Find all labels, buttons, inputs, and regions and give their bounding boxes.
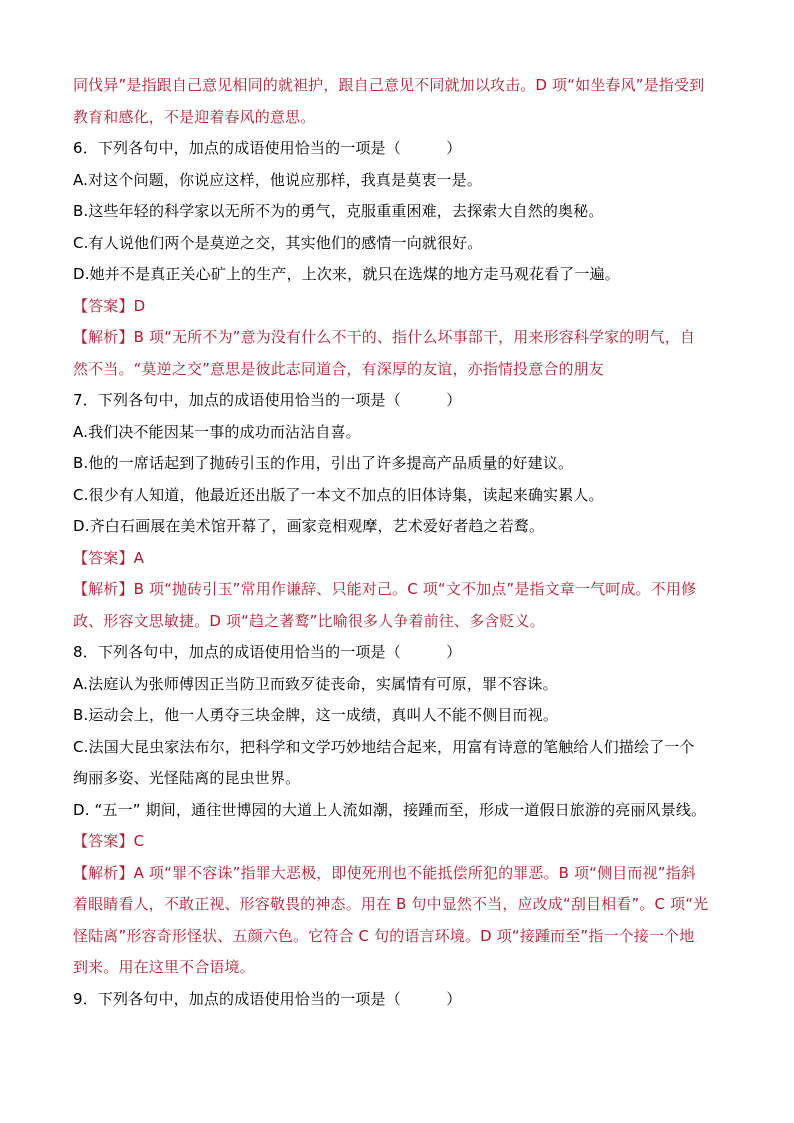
text-line: A.我们决不能因某一事的成功而沾沾自喜。 xyxy=(73,422,361,441)
document-page xyxy=(73,70,729,1015)
analysis-line: 【答案】C xyxy=(73,832,145,850)
analysis-line: 然不当。“莫逆之交”意思是彼此志同道合，有深厚的友谊，亦指情投意合的朋友 xyxy=(73,359,604,378)
text-line: 6．下列各句中，加点的成语使用恰当的一项是（ ） xyxy=(73,139,462,157)
analysis-line: 【答案】A xyxy=(73,548,145,567)
text-line: C.很少有人知道，他最近还出版了一本文不加点的旧体诗集，读起来确实累人。 xyxy=(73,485,604,504)
analysis-line: 怪陆离”形容奇形怪状、五颜六色。它符合 C 句的语言环境。D 项“接踵而至”指一个接一个地 xyxy=(73,926,695,945)
text-line: 7．下列各句中，加点的成语使用恰当的一项是（ ） xyxy=(73,391,462,409)
text-line: A.对这个问题，你说应这样，他说应那样，我真是莫衷一是。 xyxy=(73,170,482,189)
analysis-line: 着眼睛看人，不敢正视、形容敬畏的神态。用在 B 句中显然不当，应改成“刮目相看”。C 项“光 xyxy=(73,895,709,913)
analysis-line: 到来。用在这里不合语境。 xyxy=(73,958,255,976)
text-line: B.运动会上，他一人勇夺三块金牌，这一成绩，真叫人不能不侧目而视。 xyxy=(73,706,559,724)
text-line: 8．下列各句中，加点的成语使用恰当的一项是（ ） xyxy=(73,643,462,661)
text-line: A.法庭认为张师傅因正当防卫而致歹徒丧命，实属情有可原，罪不容诛。 xyxy=(73,674,558,693)
analysis-line: 【答案】D xyxy=(73,296,146,315)
text-line: D.齐白石画展在美术馆开幕了，画家竞相观摩，艺术爱好者趋之若鹜。 xyxy=(73,517,545,535)
analysis-line: 【解析】B 项“无所不为”意为没有什么不干的、指什么坏事部干，用来形容科学家的明气，自 xyxy=(73,328,696,346)
analysis-line: 同伐异”是指跟自己意见相同的就袒护，跟自己意见不同就加以攻击。D 项“如坐春风”是指受到 xyxy=(73,76,705,94)
text-line: D. “五一” 期间，通往世博园的大道上人流如潮，接踵而至，形成一道假日旅游的亮丽风景线。 xyxy=(73,800,707,819)
text-line: B.这些年轻的科学家以无所不为的勇气，克服重重困难，去探索大自然的奥秘。 xyxy=(73,202,604,220)
analysis-line: 政、形容文思敏捷。D 项“趋之著鹜”比喻很多人争着前往、多含贬义。 xyxy=(73,611,545,630)
text-line: C.法国大昆虫家法布尔，把科学和文学巧妙地结合起来，用富有诗意的笔触给人们描绘了一个 xyxy=(73,737,695,756)
analysis-line: 教育和感化，不是迎着春风的意思。 xyxy=(73,107,316,126)
analysis-line: 【解析】A 项“罪不容诛”指罪大恶极，即使死刑也不能抵偿所犯的罪恶。B 项“侧目而视”指斜 xyxy=(73,863,696,882)
text-line: 绚丽多姿、光怪陆离的昆虫世界。 xyxy=(73,769,301,787)
text-line: B.他的一席话起到了抛砖引玉的作用，引出了许多提高产品质量的好建议。 xyxy=(73,454,574,472)
analysis-line: 【解析】B 项“抛砖引玉”常用作谦辞、只能对己。C 项“文不加点”是指文章一气呵成。不用修 xyxy=(73,580,697,598)
text-line: D.她并不是真正关心矿上的生产，上次来，就只在选煤的地方走马观花看了一遍。 xyxy=(73,265,620,283)
text-line: 9．下列各句中，加点的成语使用恰当的一项是（ ） xyxy=(73,989,462,1008)
text-line: C.有人说他们两个是莫逆之交，其实他们的感情一向就很好。 xyxy=(73,233,483,252)
